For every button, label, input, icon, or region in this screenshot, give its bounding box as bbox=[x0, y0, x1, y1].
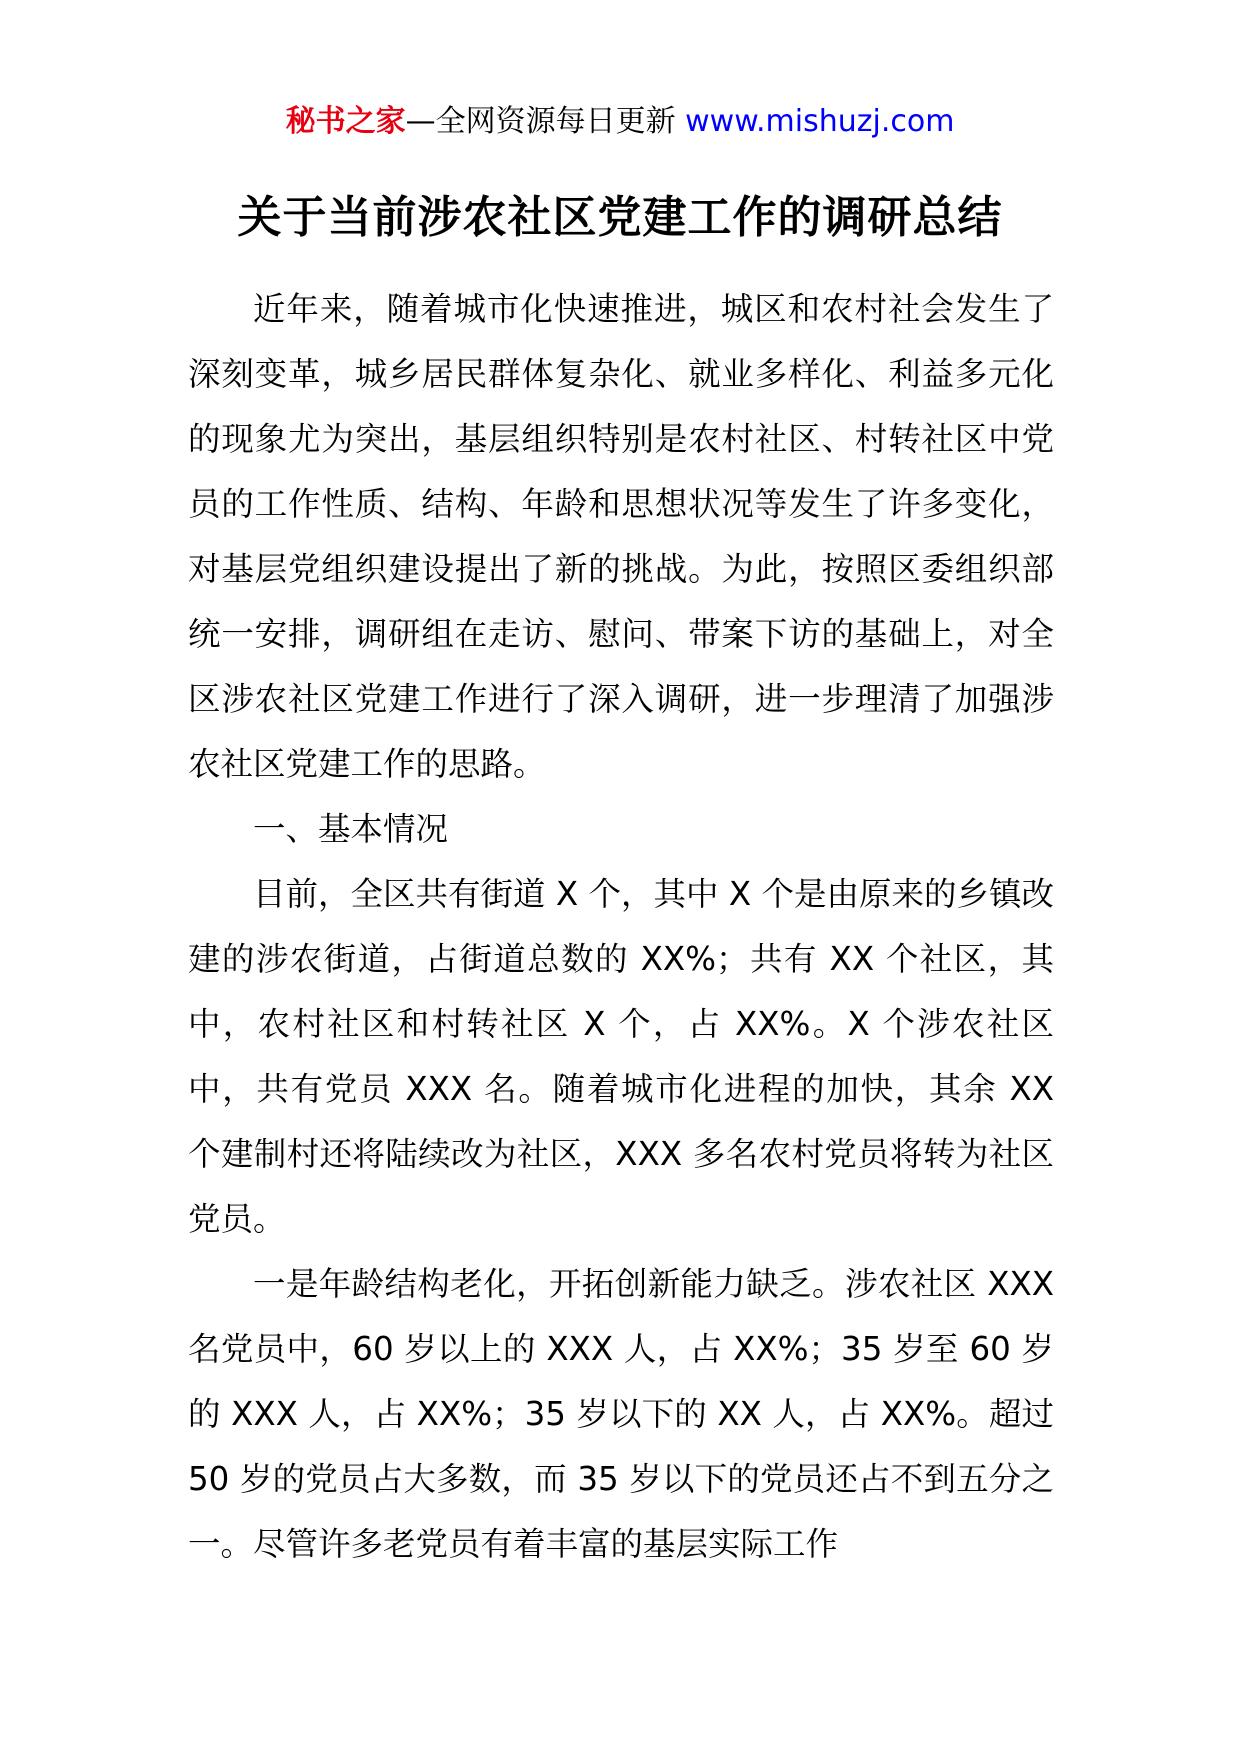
site-header-banner bbox=[0, 100, 1240, 144]
site-url-link[interactable]: www.mishuzj.com bbox=[685, 104, 955, 139]
document-title: 关于当前涉农社区党建工作的调研总结 bbox=[237, 192, 1003, 243]
brand-name: 秘书之家 bbox=[285, 104, 406, 139]
document-body bbox=[188, 277, 1054, 1577]
intro-paragraph: 近年来，随着城市化快速推进，城区和农村社会发生了深刻变革，城乡居民群体复杂化、就业多样化、利益多元化的现象尤为突出，基层组织特别是农村社区、村转社区中党员的工作性质、结构、年龄和思想状况等发生了许多变化，对基层党组织建设提出了新的挑战。为此，按照区委组织部统一安排，调研组在走访、慰问、带案下访的基础上，对全区涉农社区党建工作进行了深入调研，进一步理清了加强涉农社区党建工作的思路。 bbox=[188, 290, 1054, 783]
section-heading-basic-situation: 一、基本情况 bbox=[253, 810, 449, 848]
basic-situation-paragraph: 目前，全区共有街道 X 个，其中 X 个是由原来的乡镇改建的涉农街道，占街道总数的 XX%；共有 XX 个社区，其中，农村社区和村转社区 X 个，占 XX%。X 个涉农社区中，共有党员 XXX 名。随着城市化进程的加快，其余 XX 个建制村还将陆续改为社区，XXX 多名农村党员将转为社区党员。 bbox=[188, 875, 1054, 1238]
age-structure-paragraph: 一是年龄结构老化，开拓创新能力缺乏。涉农社区 XXX 名党员中，60 岁以上的 XXX 人，占 XX%；35 岁至 60 岁的 XXX 人，占 XX%；35 岁以下的 XX 人，占 XX%。超过 50 岁的党员占大多数，而 35 岁以下的党员还占不到五分之一。尽管许多老党员有着丰富的基层实际工作 bbox=[188, 1265, 1054, 1563]
header-tagline: —全网资源每日更新 bbox=[405, 104, 686, 139]
